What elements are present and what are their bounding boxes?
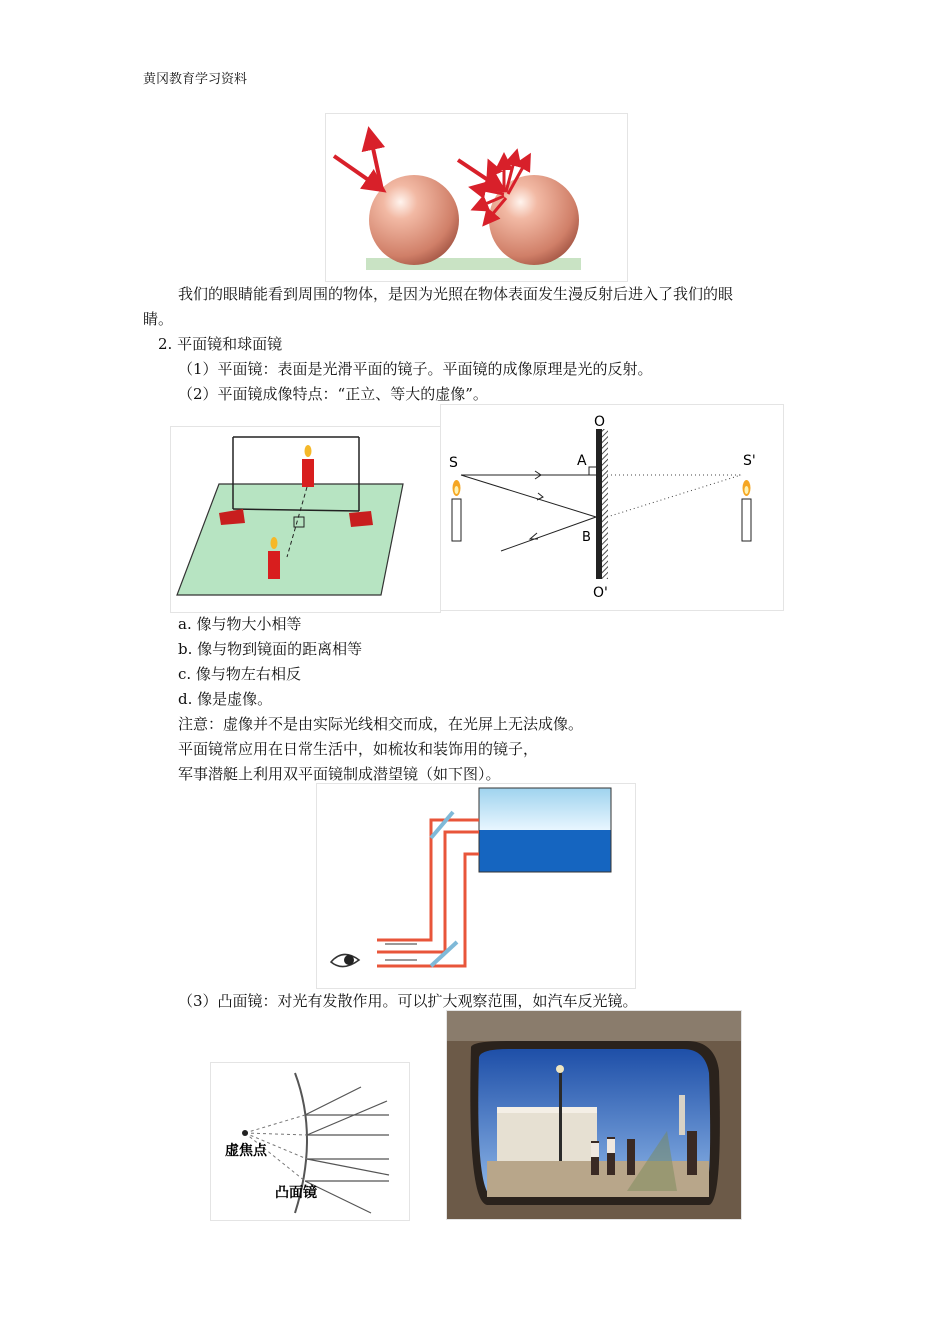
candle-glass-experiment-figure	[170, 426, 441, 613]
car-side-mirror-photo	[446, 1010, 742, 1220]
feature-c: c. 像与物左右相反	[178, 665, 301, 683]
paragraph-diffuse-reflection: 我们的眼睛能看到周围的物体，是因为光照在物体表面发生漫反射后进入了我们的眼	[178, 285, 734, 303]
label-o: O	[594, 414, 606, 430]
label-b: B	[582, 530, 591, 545]
item-convex-mirror: （3）凸面镜：对光有发散作用。可以扩大观察范围，如汽车反光镜。	[178, 992, 638, 1010]
feature-b: b. 像与物到镜面的距离相等	[178, 640, 363, 658]
label-s: S	[449, 455, 458, 471]
label-convex-mirror: 凸面镜	[275, 1185, 317, 1201]
page-header: 黄冈教育学习资料	[143, 72, 248, 87]
paragraph-diffuse-reflection-cont: 睛。	[143, 310, 174, 328]
plane-mirror-ray-diagram	[440, 404, 784, 611]
convex-mirror-diagram	[210, 1062, 410, 1221]
label-a: A	[577, 453, 587, 469]
feature-a: a. 像与物大小相等	[178, 615, 302, 633]
label-virtual-focus: 虚焦点	[225, 1143, 267, 1159]
item-plane-mirror-features: （2）平面镜成像特点：“正立、等大的虚像”。	[178, 385, 488, 403]
section-title-mirrors: 2. 平面镜和球面镜	[158, 335, 283, 353]
label-s-prime: S'	[743, 453, 756, 469]
usage-line-2: 军事潜艇上利用双平面镜制成潜望镜（如下图）。	[178, 765, 501, 783]
item-plane-mirror: （1）平面镜：表面是光滑平面的镜子。平面镜的成像原理是光的反射。	[178, 360, 653, 378]
usage-line-1: 平面镜常应用在日常生活中，如梳妆和装饰用的镜子，	[178, 740, 539, 758]
label-o-prime: O'	[593, 585, 608, 601]
note-virtual-image: 注意：虚像并不是由实际光线相交而成，在光屏上无法成像。	[178, 715, 584, 733]
reflection-spheres-figure	[325, 113, 628, 282]
feature-d: d. 像是虚像。	[178, 690, 273, 708]
periscope-figure	[316, 783, 636, 989]
